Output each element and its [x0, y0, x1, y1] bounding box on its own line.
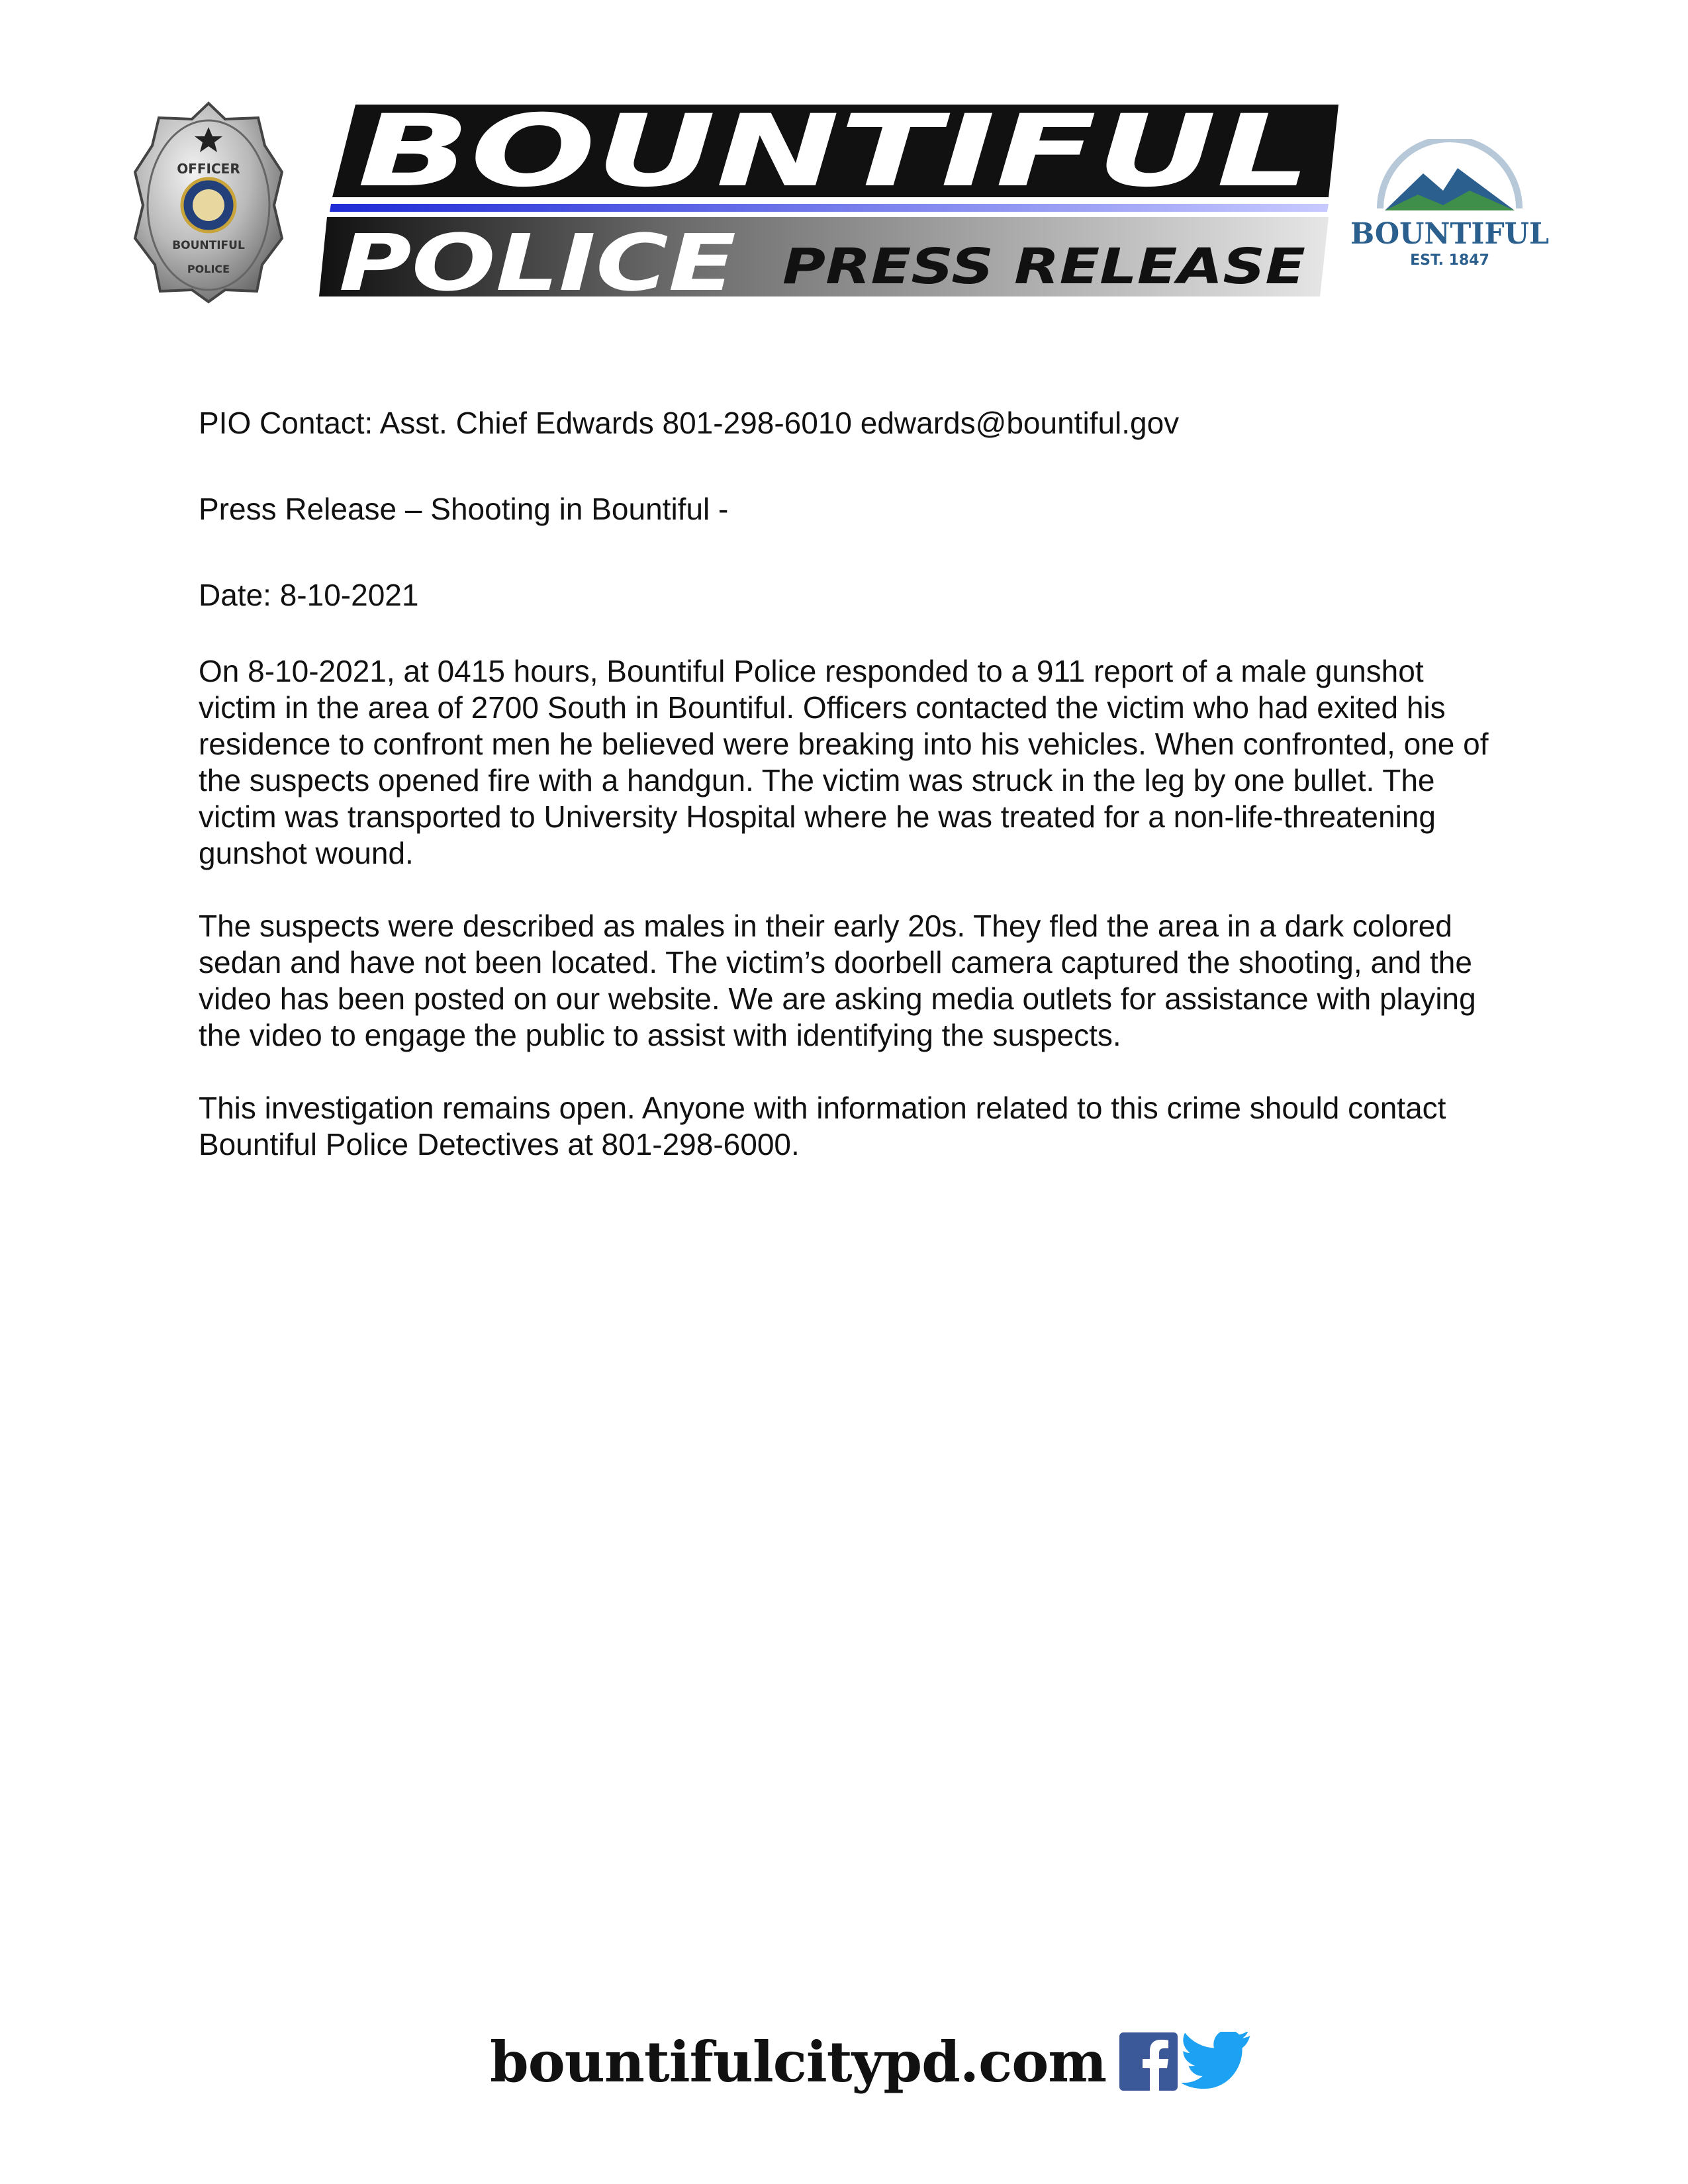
- banner-title: BOUNTIFUL: [357, 105, 1311, 209]
- paragraph-suspects: The suspects were described as males in their early 20s. They fled the area in a dark colored sedan and have not been located. The victim’s doorbell camera captured the shooting, and the video has been posted on our website. We are asking media outlets for assistance with playing the video to engage the public to assist with identifying the suspects.: [199, 909, 1476, 1052]
- press-release-banner: [319, 105, 1338, 296]
- release-date: Date: 8-10-2021: [199, 578, 419, 612]
- city-logo-est: EST. 1847: [1410, 252, 1489, 269]
- banner-police: POLICE: [339, 217, 736, 296]
- badge-text-police: POLICE: [187, 263, 230, 275]
- banner-subtitle: PRESS RELEASE: [782, 238, 1305, 295]
- press-release-body: [199, 405, 1509, 1199]
- pio-contact: PIO Contact: Asst. Chief Edwards 801-298-6010 edwards@bountiful.gov: [199, 406, 1180, 440]
- release-title: Press Release – Shooting in Bountiful -: [199, 492, 729, 526]
- footer: [490, 2022, 1284, 2101]
- paragraph-incident: On 8-10-2021, at 0415 hours, Bountiful Police responded to a 911 report of a male gunshot victim in the area of 2700 South in Bountiful. Officers contacted the victim who had exited his residence to confront men he believed were breaking into his vehicles. When confronted, one of the suspects opened fire with a handgun. The victim was struck in the leg by one bullet. The victim was transported to University Hospital where he was treated for a non-life-threatening gunshot wound.: [199, 654, 1489, 870]
- website-link[interactable]: bountifulcitypd.com: [490, 2028, 1107, 2095]
- twitter-icon[interactable]: [1182, 2032, 1253, 2091]
- bountiful-city-logo: [1344, 139, 1556, 271]
- badge-text-officer: OFFICER: [177, 161, 240, 177]
- facebook-icon[interactable]: [1119, 2032, 1178, 2091]
- badge-text-bountiful: BOUNTIFUL: [172, 239, 245, 252]
- paragraph-contact: This investigation remains open. Anyone with information related to this crime should contact Bountiful Police Detectives at 801-298-6000.: [199, 1091, 1446, 1161]
- police-badge-logo: [132, 99, 285, 304]
- city-logo-name: BOUNTIFUL: [1350, 217, 1549, 251]
